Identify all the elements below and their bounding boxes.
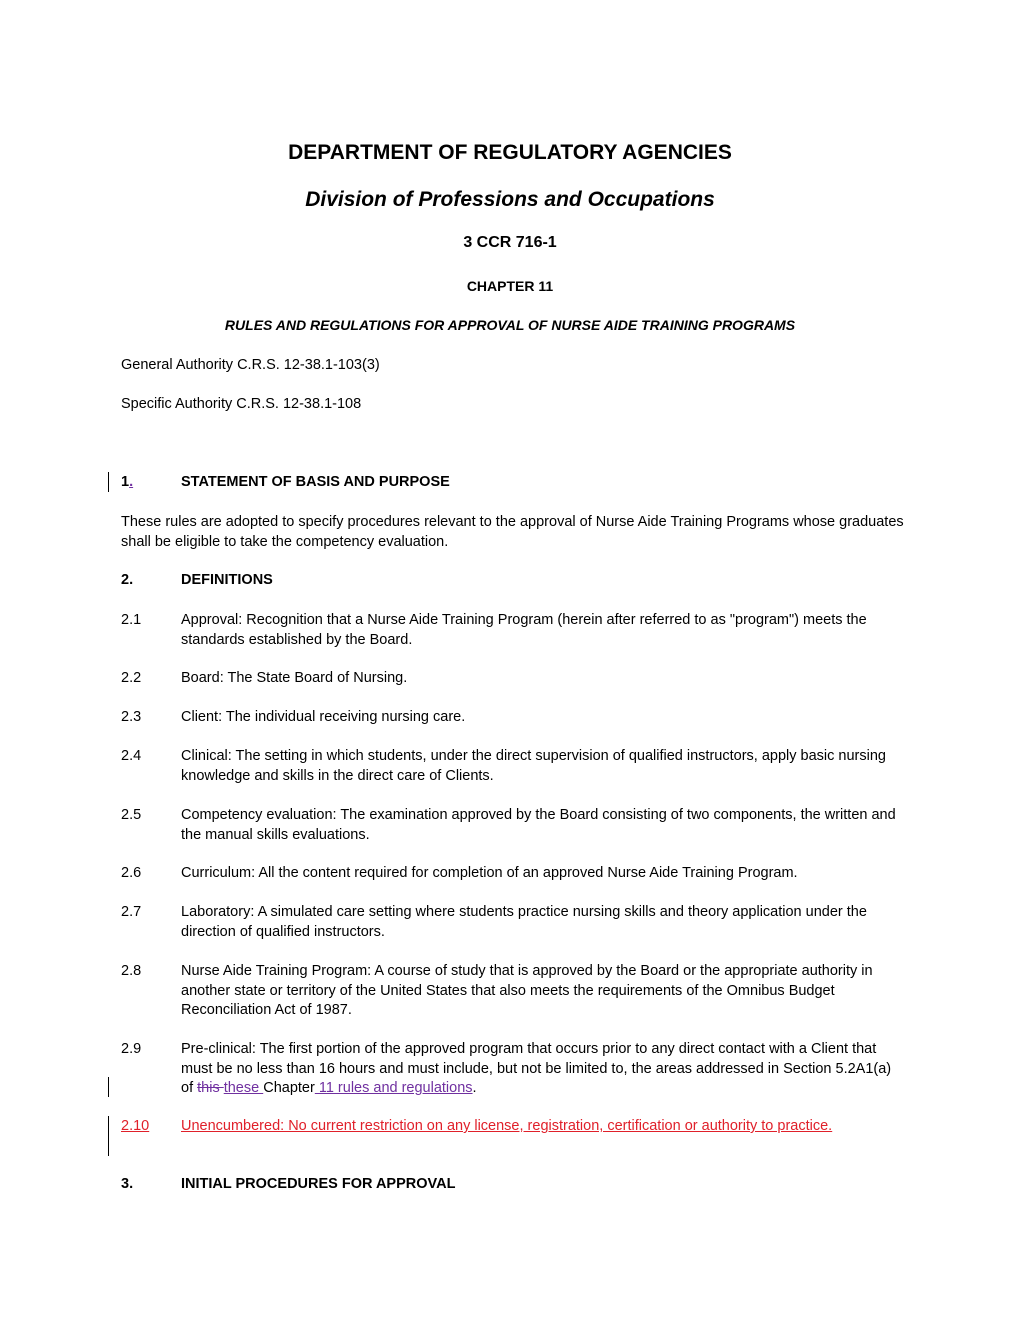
item-number: 2.6 — [121, 865, 142, 881]
section-number: 3. — [121, 1176, 134, 1192]
item-number: 2.9 — [121, 1041, 142, 1057]
change-bar — [108, 1116, 109, 1156]
chapter-heading: CHAPTER 11 — [466, 278, 554, 294]
item-number: 2.1 — [121, 612, 142, 628]
item-text: Unencumbered: No current restriction on any license, registration, certification or authority to practice. — [181, 1118, 833, 1134]
item-number: 2.10 — [121, 1118, 150, 1134]
definition-item — [121, 903, 921, 942]
change-bar — [108, 472, 109, 492]
item-text: Nurse Aide Training Program: A course of study that is approved by the Board or the appropriate authority in another state or territory of the United States that also meets the requirements of the Omnibus Budget Reconciliation Act of 1987. — [181, 963, 873, 1018]
definition-item — [121, 1040, 921, 1099]
definition-item — [121, 864, 921, 884]
definition-item — [121, 747, 921, 786]
inserted-text: 11 rules and regulations — [314, 1080, 473, 1096]
item-text: Approval: Recognition that a Nurse Aide Training Program (herein after referred to as "program") meets the standards established by the Board. — [181, 612, 867, 648]
item-text: Pre-clinical: The first portion of the approved program that occurs prior to any direct contact with a Client that must be no less than 16 hours and must include, but not be limited to, the areas addressed in Section 5.2A1(a) of this these Chapter 11 rules and regulations. — [181, 1041, 892, 1096]
item-text: Curriculum: All the content required for completion of an approved Nurse Aide Training Program. — [181, 865, 798, 881]
rules-title: RULES AND REGULATIONS FOR APPROVAL OF NURSE AIDE TRAINING PROGRAMS — [224, 317, 796, 333]
ccr-heading: 3 CCR 716-1 — [463, 234, 557, 251]
definition-item — [121, 611, 921, 650]
department-heading: DEPARTMENT OF REGULATORY AGENCIES — [288, 141, 732, 164]
item-number: 2.7 — [121, 904, 142, 920]
definition-item — [121, 669, 921, 689]
deleted-text: this — [197, 1080, 224, 1096]
section-number: 2. — [121, 572, 134, 588]
item-text: Competency evaluation: The examination approved by the Board consisting of two components, the written and the manual skills evaluations. — [181, 807, 896, 843]
division-heading: Division of Professions and Occupations — [305, 188, 715, 211]
section-title: INITIAL PROCEDURES FOR APPROVAL — [181, 1176, 456, 1192]
definition-item — [121, 962, 921, 1021]
definition-item — [121, 708, 921, 728]
item-text: Board: The State Board of Nursing. — [181, 670, 408, 686]
general-authority: General Authority C.R.S. 12-38.1-103(3) — [121, 357, 380, 373]
item-text: Laboratory: A simulated care setting where students practice nursing skills and theory application under the direction of qualified instructors. — [181, 904, 867, 940]
item-number: 2.3 — [121, 709, 142, 725]
change-bar — [108, 1077, 109, 1097]
section-title: STATEMENT OF BASIS AND PURPOSE — [181, 474, 450, 490]
item-number: 2.4 — [121, 748, 142, 764]
item-number: 2.8 — [121, 963, 142, 979]
item-number: 2.5 — [121, 807, 142, 823]
specific-authority: Specific Authority C.R.S. 12-38.1-108 — [121, 396, 362, 412]
purpose-paragraph: These rules are adopted to specify procedures relevant to the approval of Nurse Aide Training Programs whose graduates shall be eligible to take the competency evaluation. — [121, 514, 904, 550]
section-number: 1. — [121, 474, 134, 490]
definition-item — [121, 806, 921, 845]
item-number: 2.2 — [121, 670, 142, 686]
item-text: Client: The individual receiving nursing care. — [181, 709, 466, 725]
section-title: DEFINITIONS — [181, 572, 273, 588]
definition-item-new — [121, 1117, 921, 1137]
inserted-text: these — [223, 1080, 264, 1096]
item-text: Clinical: The setting in which students, under the direct supervision of qualified instructors, apply basic nursing knowledge and skills in the direct care of Clients. — [181, 748, 886, 784]
